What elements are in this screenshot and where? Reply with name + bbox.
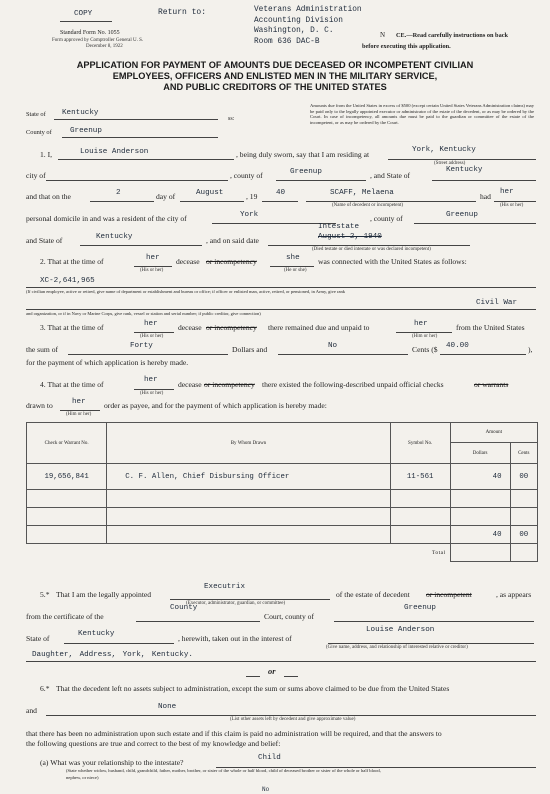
p3-sum-label: the sum of	[26, 345, 59, 354]
or-label: or	[268, 667, 276, 676]
p1-state2: Kentucky	[96, 233, 133, 241]
p1-that-on: and that on the	[26, 192, 71, 201]
form-date: December 8, 1922	[86, 44, 123, 49]
p6-text-a: That the decedent left no assets subject to administration, except the sum or sums above claimed to be due from the United States	[56, 684, 450, 693]
bottom-fragment: No	[262, 786, 270, 793]
p1-domicile: personal domicile in and was a resident of the city of	[26, 214, 187, 223]
p6-assets-hint: (List other assets left by decedent and give approximate value)	[230, 717, 356, 722]
p3-his-her-hint: (His or her)	[140, 334, 164, 339]
table-row	[27, 526, 538, 544]
p4-him-her: her	[72, 398, 86, 406]
p2-hint-2: and organization, or if in Navy or Marine Corps, give rank, vessel or station and serial number; if public creditor, give connection)	[26, 311, 261, 316]
col-cents: Cents	[510, 443, 537, 464]
venue-ss: ss:	[228, 116, 235, 122]
p2-his-her: her	[146, 254, 160, 262]
subtotal-dollars: 40	[450, 526, 510, 544]
p1-his-her-hint: (His or her)	[500, 203, 524, 208]
p3-dollars-label: Dollars and	[232, 345, 268, 354]
p5-text-a: That I am the legally appointed	[56, 590, 152, 599]
p4-him-her-hint: (Him or her)	[66, 412, 92, 417]
p6-text-c: the following questions are true and correct to the best of my knowledge and belief:	[26, 739, 281, 748]
p5-struck: or incompetent	[426, 590, 472, 599]
p1-sworn: , being duly sworn, say that I am residing at	[236, 150, 370, 159]
p1-year: 40	[276, 189, 286, 197]
p3-his-her: her	[144, 320, 158, 328]
p4-struck-2: or warrants	[474, 380, 509, 389]
p1-had: had	[480, 192, 491, 201]
p3-text-c: from the United States	[456, 323, 525, 332]
p2-connected: was connected with the United States as follows:	[318, 257, 467, 266]
p2-service-no: XC-2,641,965	[40, 277, 95, 285]
p2-hint-1: (If civilian employee, active or retired, give name of department or establishment and bureau or office; if officer or enlisted man, active, retired, or pensioned, in Army, give rank	[26, 289, 346, 294]
p5-court-county: Greenup	[404, 604, 436, 612]
p2-his-her-line	[134, 266, 172, 267]
p6-qa-label: (a) What was your relationship to the intestate?	[40, 758, 184, 767]
p1-name: Louise Anderson	[80, 148, 149, 156]
p6-num: 6.*	[40, 684, 50, 693]
p1-county-value: Greenup	[290, 168, 322, 176]
p3-decease: decease	[178, 323, 202, 332]
p4-text-c: order as payee, and for the payment of which application is hereby made:	[104, 401, 327, 410]
p2-line-1	[26, 287, 536, 288]
form-title-line-1: APPLICATION FOR PAYMENT OF AMOUNTS DUE DECEASED OR INCOMPETENT CIVILIAN	[76, 60, 474, 70]
or-dash-right	[284, 676, 298, 677]
p3-amount: 40.00	[446, 342, 469, 350]
p5-interest-name: Louise Anderson	[366, 626, 435, 634]
p3-text-a: 3. That at the time of	[40, 323, 104, 332]
p4-his-her-line	[134, 389, 174, 390]
p3-him-her: her	[414, 320, 428, 328]
p1-state-value: Kentucky	[446, 166, 483, 174]
p5-interest-hint: (Give name, address, and relationship of interested relative or creditor)	[326, 645, 468, 650]
p1-name-line	[58, 159, 234, 160]
p6-qa-value: Child	[258, 754, 281, 762]
p1-city-line	[46, 180, 228, 181]
p1-decedent-hint: (Name of decedent or incompetent)	[332, 203, 404, 208]
p3-close: ),	[528, 345, 533, 354]
p5-court: County	[170, 604, 198, 612]
p5-court-county-line	[334, 621, 534, 622]
p5-state-label: State of	[26, 634, 50, 643]
agency-line: Washington, D. C.	[254, 27, 334, 35]
p1-year-prefix: , 19	[246, 192, 258, 201]
p1-his-her: her	[500, 188, 514, 196]
p5-herewith: , herewith, taken out in the interest of	[178, 634, 292, 643]
form-title-line-3: AND PUBLIC CREDITORS OF THE UNITED STATES	[163, 82, 387, 92]
p1-month: August	[196, 189, 224, 197]
p5-court-label: Court, county of	[264, 612, 314, 621]
p1-decedent: SCAFF, Melaena	[330, 189, 394, 197]
table-total-row	[27, 544, 538, 562]
p1-death-date: August 2, 1940	[318, 233, 382, 241]
p6-qa-hint-2: nephew, or niece)	[66, 775, 99, 780]
p1-city2: York	[240, 211, 259, 219]
p1-state2-label: and State of	[26, 236, 63, 245]
copy-label: COPY	[74, 10, 93, 18]
p6-text-b: that there has been no administration upon such estate and if this claim is paid no administration will be required, and that the answers to	[26, 729, 442, 738]
p1-county2-label: , county of	[370, 214, 403, 223]
checks-table	[26, 422, 538, 562]
venue-state-value: Kentucky	[62, 109, 99, 117]
p6-qa-hint: (State whether widow, husband, child, grandchild, father, mother, brother, or sister of the whole or half blood, child of deceased brother or sister of the whole or half blood,	[66, 768, 381, 773]
table-row	[27, 508, 538, 526]
p3-struck: or incompetency	[206, 323, 257, 332]
p1-month-line	[180, 201, 244, 202]
venue-county-value: Greenup	[70, 127, 102, 135]
p2-his-her-hint: (His or her)	[140, 268, 164, 273]
p2-line-2	[26, 309, 536, 310]
p4-his-her-hint: (His or her)	[140, 391, 164, 396]
p3-cents-label: Cents ($	[412, 345, 438, 354]
form-approved: Form approved by Comptroller General U. S.	[52, 38, 144, 43]
total-label: Total	[431, 549, 446, 556]
p4-decease: decease	[178, 380, 202, 389]
p1-day: 2	[116, 189, 121, 197]
table-header-row	[27, 423, 538, 443]
p5-text-b: of the estate of decedent	[336, 590, 410, 599]
p1-his-her-line	[494, 201, 536, 202]
cell-drawn-by: C. F. Allen, Chief Disbursing Officer	[107, 464, 390, 490]
p1-residence-hint: (Street address)	[434, 161, 466, 166]
p1-death-line	[268, 245, 470, 246]
before-executing: before executing this application.	[362, 43, 451, 50]
venue-county-label: County of	[26, 129, 52, 136]
p4-him-her-line	[60, 410, 100, 411]
cell-symbol: 11-561	[390, 464, 450, 490]
p3-cents-words: No	[328, 342, 338, 350]
p3-him-her-line	[396, 332, 452, 333]
col-check-no: Check or Warrant No.	[27, 423, 107, 464]
p1-county2-line	[414, 223, 536, 224]
p3-text-b: there remained due and unpaid to	[268, 323, 370, 332]
or-dash-left	[246, 676, 260, 677]
p4-drawn-to: drawn to	[26, 401, 53, 410]
p1-state2-line	[80, 245, 202, 246]
agency-n: N	[380, 31, 386, 39]
p4-his-her: her	[144, 376, 158, 384]
p5-state-line	[64, 643, 174, 644]
p1-county-line	[276, 180, 366, 181]
p2-she: she	[286, 254, 300, 262]
p5-text-c: , as appears	[496, 590, 532, 599]
p1-day-line	[90, 201, 154, 202]
p3-his-her-line	[134, 332, 174, 333]
p1-county-label: , county of	[230, 171, 263, 180]
p5-relationship-underline	[26, 661, 536, 662]
p1-state-label: , and State of	[370, 171, 411, 180]
p1-decedent-line	[306, 201, 476, 202]
p1-said-date: , and on said date	[206, 236, 259, 245]
p4-text-a: 4. That at the time of	[40, 380, 104, 389]
p2-she-hint: (He or she)	[284, 268, 307, 273]
agency-line: Accounting Division	[254, 16, 343, 25]
cell-dollars: 40	[450, 464, 510, 490]
p3-for-payment: for the payment of which application is hereby made.	[26, 358, 189, 367]
agency-line: Room 636 DAC-B	[254, 37, 320, 46]
p5-role-line	[170, 599, 330, 600]
table-row	[27, 464, 538, 490]
p3-dollars-words: Forty	[130, 342, 153, 350]
p6-assets: None	[158, 703, 177, 711]
form-title-line-2: EMPLOYEES, OFFICERS AND ENLISTED MEN IN THE MILITARY SERVICE,	[112, 71, 438, 81]
p3-cents-line	[278, 354, 408, 355]
p1-year-line	[262, 201, 298, 202]
p4-text-b: there existed the following-described unpaid official checks	[262, 380, 444, 389]
p1-state-line	[432, 180, 536, 181]
venue-county-line	[62, 137, 218, 138]
venue-notice: Amounts due from the United States in excess of $500 (except certain United States Veterans Administration claims) may be paid only to the legally appointed executor or administrator of the estate of the decedent, or as may be ordered by the Court. In case of incompetency, all amounts due must be paid to the guardian or committee of the estate of the incompetent, or as may be ordered by the Court.	[310, 103, 534, 126]
agency-line: Veterans Administration	[254, 6, 362, 14]
p3-him-her-hint: (Him or her)	[412, 334, 438, 339]
p6-assets-line	[46, 715, 536, 716]
table-row	[27, 490, 538, 508]
cell-cents: 00	[510, 464, 537, 490]
return-to-label: Return to:	[158, 8, 207, 17]
p6-and-label: and	[26, 706, 37, 715]
p5-role-hint: (Executor, administrator, guardian, or committee)	[186, 601, 286, 606]
p5-num: 5.*	[40, 590, 50, 599]
p1-county2: Greenup	[446, 211, 478, 219]
p1-death-hint: (Died testate or died intestate or was declared incompetent)	[312, 247, 431, 252]
p2-decease: decease	[176, 257, 200, 266]
form-number: Standard Form No. 1055	[60, 30, 120, 36]
p1-city-label: city of	[26, 171, 46, 180]
p1-residence-line	[388, 159, 536, 160]
agency-address	[254, 5, 362, 47]
p1-residence: York, Kentucky	[412, 146, 476, 154]
p2-text-a: 2. That at the time of	[40, 257, 104, 266]
p3-amount-line	[440, 354, 526, 355]
p1-day-of: day of	[156, 192, 176, 201]
col-dollars: Dollars	[450, 443, 510, 464]
p2-service: Civil War	[476, 299, 518, 307]
p5-court-line	[136, 621, 260, 622]
col-amount: Amount	[450, 423, 537, 443]
copy-underline	[60, 21, 112, 22]
col-symbol: Symbol No.	[390, 423, 450, 464]
subtotal-cents: 00	[510, 526, 537, 544]
p3-dollars-line	[68, 354, 228, 355]
p1-num-i: 1. I,	[40, 150, 53, 159]
p5-from-cert: from the certificate of the	[26, 612, 104, 621]
p5-interest-line	[328, 643, 534, 644]
read-instructions: CE.—Read carefully instructions on back	[396, 32, 509, 39]
col-drawn-by: By Whom Drawn	[107, 423, 390, 464]
p1-intestate: Intestate	[318, 223, 360, 231]
p4-struck: or incompetency	[204, 380, 255, 389]
p2-struck: or incompetency	[206, 257, 257, 266]
cell-check-no: 19,656,841	[27, 464, 107, 490]
p2-she-line	[270, 266, 314, 267]
p5-state-value: Kentucky	[78, 630, 115, 638]
p5-role: Executrix	[204, 583, 246, 591]
p5-relationship-line: Daughter, Address, York, Kentucky.	[32, 651, 193, 659]
venue-state-label: State of	[26, 111, 46, 118]
venue-state-line	[54, 119, 218, 120]
